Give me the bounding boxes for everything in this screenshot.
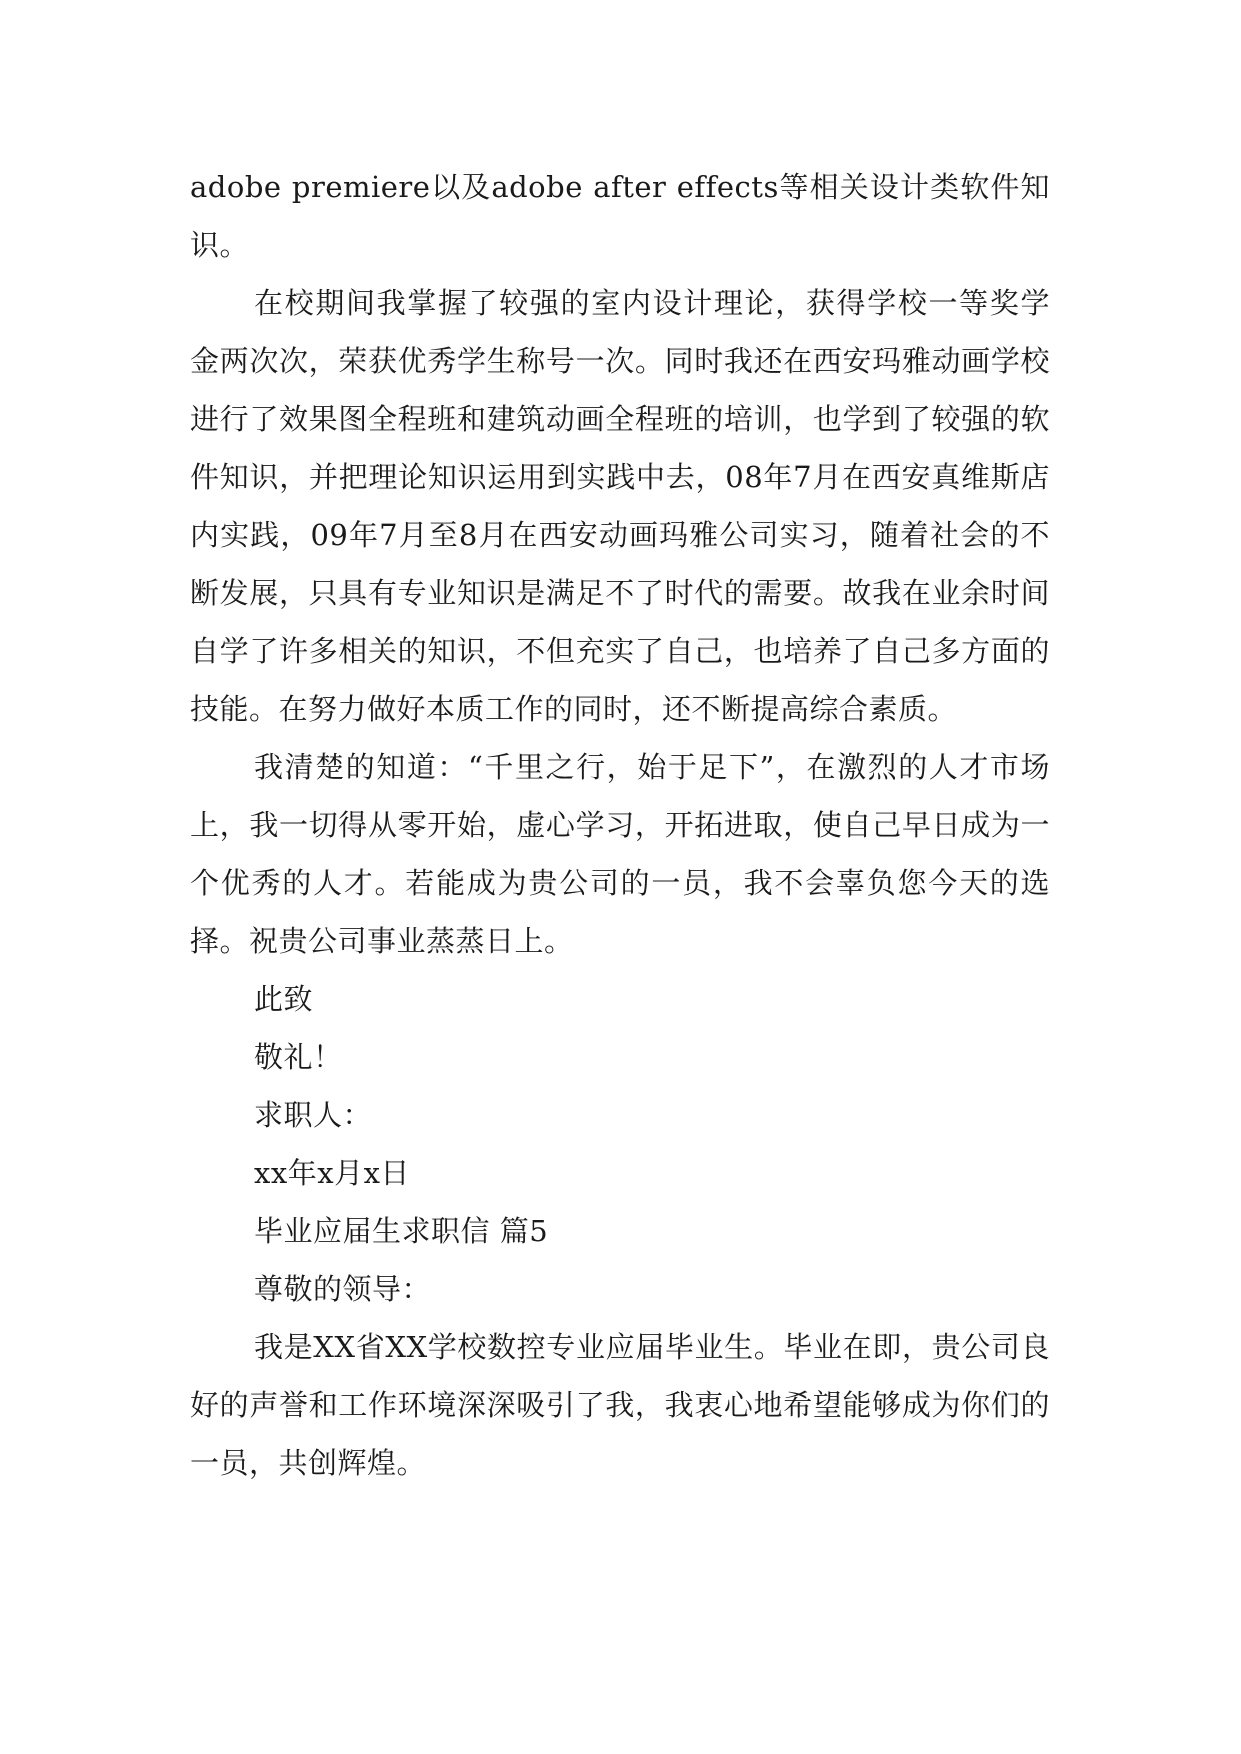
paragraph-aspiration: 我清楚的知道：“千里之行，始于足下”，在激烈的人才市场上，我一切得从零开始，虚心学习，开拓进取，使自己早日成为一个优秀的人才。若能成为贵公司的一员，我不会辜负您今天的选择。祝贵公司事业蒸蒸日上。: [190, 750, 1050, 958]
section-title: 毕业应届生求职信 篇5: [254, 1214, 549, 1248]
applicant-signature: 求职人：: [254, 1098, 373, 1132]
closing-cizhi: 此致: [254, 982, 314, 1016]
paragraph-software-skills: adobe premiere以及adobe after effects等相关设计类软件知识。: [190, 170, 1050, 262]
document-body: [190, 158, 1050, 1492]
letter-date: xx年x月x日: [254, 1156, 410, 1190]
greeting: 尊敬的领导：: [254, 1272, 432, 1306]
paragraph-introduction: 我是XX省XX学校数控专业应届毕业生。毕业在即，贵公司良好的声誉和工作环境深深吸引了我，我衷心地希望能够成为你们的一员，共创辉煌。: [190, 1330, 1050, 1480]
paragraph-education: 在校期间我掌握了较强的室内设计理论，获得学校一等奖学金两次次，荣获优秀学生称号一次。同时我还在西安玛雅动画学校进行了效果图全程班和建筑动画全程班的培训，也学到了较强的软件知识，并把理论知识运用到实践中去，08年7月在西安真维斯店内实践，09年7月至8月在西安动画玛雅公司实习，随着社会的不断发展，只具有专业知识是满足不了时代的需要。故我在业余时间自学了许多相关的知识，不但充实了自己，也培养了自己多方面的技能。在努力做好本质工作的同时，还不断提高综合素质。: [190, 286, 1050, 726]
closing-jingli: 敬礼！: [254, 1040, 343, 1074]
